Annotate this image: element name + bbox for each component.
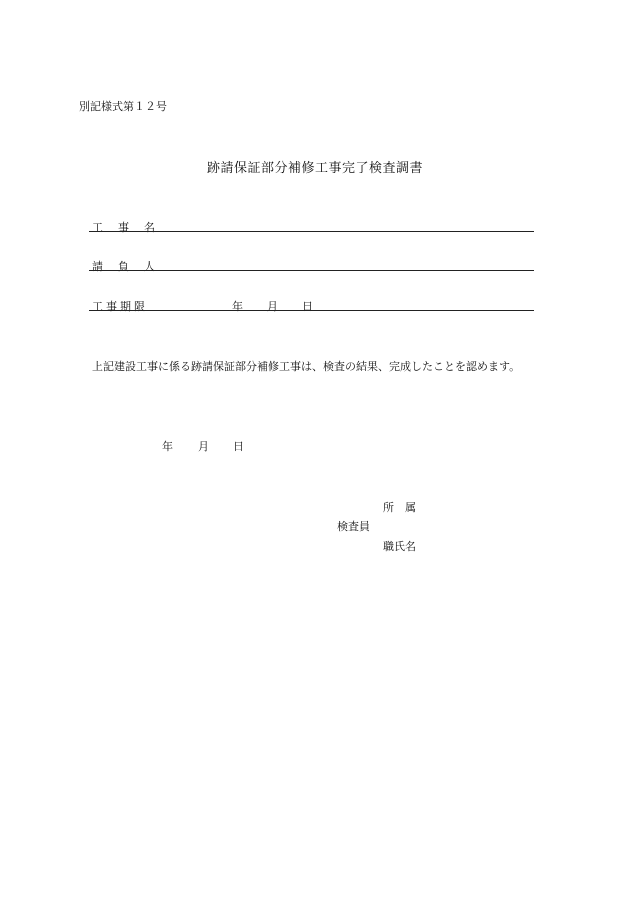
period-month-label: 月	[267, 300, 278, 313]
period-label: 工 事 期 限	[92, 300, 145, 313]
period-field[interactable]	[89, 310, 534, 311]
date-day-label: 日	[233, 440, 244, 453]
date-month-label: 月	[198, 440, 209, 453]
statement-text: 上記建設工事に係る跡請保証部分補修工事は、検査の結果、完成したことを認めます。	[92, 360, 521, 373]
contractor-field[interactable]	[89, 270, 534, 271]
document-title: 跡請保証部分補修工事完了検査調書	[207, 161, 424, 176]
contractor-label: 請 負 人	[92, 260, 155, 273]
project-name-field[interactable]	[89, 231, 534, 232]
title-name-label: 職氏名	[383, 540, 416, 553]
form-number: 別記様式第１２号	[79, 100, 167, 113]
period-year-label: 年	[232, 300, 243, 313]
affiliation-label: 所 属	[383, 501, 416, 514]
period-day-label: 日	[302, 300, 313, 313]
project-name-label: 工 事 名	[92, 221, 155, 234]
inspector-label: 検査員	[337, 520, 370, 533]
date-year-label: 年	[162, 440, 173, 453]
